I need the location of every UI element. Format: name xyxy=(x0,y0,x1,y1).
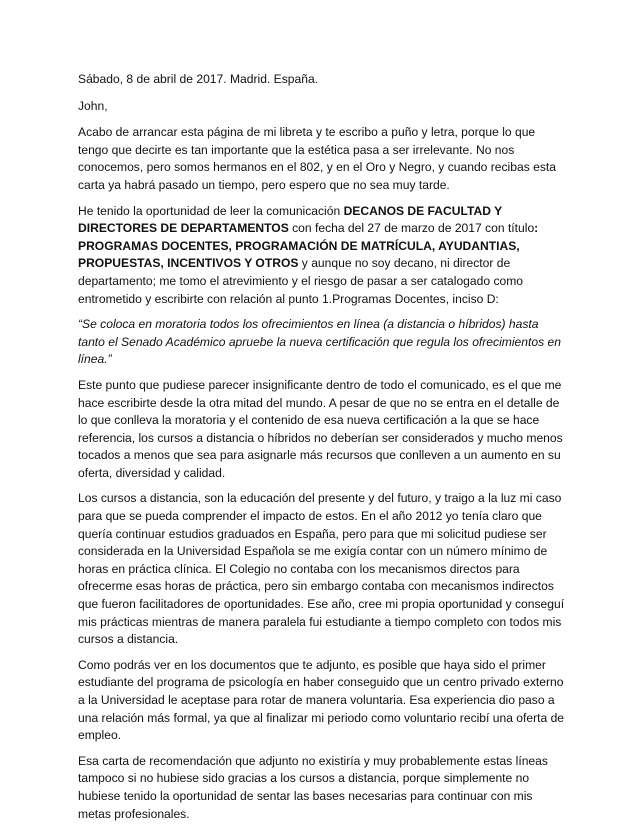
letter-date: Sábado, 8 de abril de 2017. Madrid. España. xyxy=(78,72,319,86)
quoted-clause: “Se coloca en moratoria todos los ofrecimientos en línea (a distancia o híbridos) hasta tanto el Senado Académico apruebe la nueva certificación que regula los ofrecimientos en línea.” xyxy=(78,317,561,367)
paragraph-communication-text-3: y aunque no soy decano, ni director de departamento; me tomo el atrevimiento y el riesgo de pasar a ser catalogado como entrometido y escribirte con relación al punto 1.Programas Docentes, inciso D: xyxy=(78,256,524,306)
recipients-bold: DECANOS DE FACULTAD Y DIRECTORES DE DEPARTAMENTOS xyxy=(78,203,502,236)
letter-page xyxy=(78,71,568,831)
paragraph-communication-text-2: con fecha del 27 de marzo de 2017 con título xyxy=(288,221,535,236)
paragraph-intro: Acabo de arrancar esta página de mi libreta y te escribo a puño y letra, porque lo que tengo que decirte es tan importante que la estética pasa a ser irrelevante. No nos conocemos, pero somos hermanos en el 802, y en el Oro y Negro, y cuando recibas esta carta ya habrá pasado un tiempo, pero espero que no sea muy tarde. xyxy=(78,125,556,192)
paragraph-recommendation: Esa carta de recomendación que adjunto no existiría y muy probablemente estas líneas tampoco si no hubiese sido gracias a los cursos a distancia, porque simplemente no hubiese tenido la oportunidad de sentar las bases necesarias para continuar con mis metas profesionales. xyxy=(78,753,548,821)
letter-greeting: John, xyxy=(78,98,108,113)
paragraph-personal-case: Los cursos a distancia, son la educación del presente y del futuro, y traigo a la luz mi caso para que se pueda comprender el impacto de estos. En el año 2012 yo tenía claro que quería continuar estudios graduados en España, pero para que mi solicitud pudiese ser considerada en la Universidad Española se me exigía contar con un número mínimo de horas en práctica clínica. El Colegio no contaba con los mecanismos directos para ofrecerme esas horas de práctica, pero sin embargo contaba con mecanismos indirectos que fueron facilitadores de oportunidades. Ese año, cree mi propia oportunidad y conseguí mis prácticas mientras de manera paralela fui estudiante a tiempo completo con todos mis cursos a distancia. xyxy=(78,491,565,647)
paragraph-impact: Este punto que pudiese parecer insignificante dentro de todo el comunicado, es el que me hace escribirte desde la otra mitad del mundo. A pesar de que no se entra en el detalle de lo que conlleva la moratoria y el contenido de esa nueva certificación a la que se hace referencia, los cursos a distancia o híbridos no deberían ser considerados y mucho menos tocados a menos que sea para asignarle más recursos que conlleven a un aumento en su oferta, diversidad y calidad. xyxy=(78,377,563,480)
paragraph-communication-text-1: He tenido la oportunidad de leer la comunicación xyxy=(78,203,344,218)
paragraph-communication xyxy=(78,203,568,309)
paragraph-documents: Como podrás ver en los documentos que te adjunto, es posible que haya sido el primer estudiante del programa de psicología en haber conseguido que un centro privado externo a la Universidad le aceptase para rotar de manera voluntaria. Esa experiencia dio paso a una relación más formal, ya que al finalizar mi periodo como voluntario recibí una oferta de empleo. xyxy=(78,657,565,743)
communication-title-bold: : PROGRAMAS DOCENTES, PROGRAMACIÓN DE MATRÍCULA, AYUDANTIAS, PROPUESTAS, INCENTIVOS Y OTROS xyxy=(78,221,539,271)
